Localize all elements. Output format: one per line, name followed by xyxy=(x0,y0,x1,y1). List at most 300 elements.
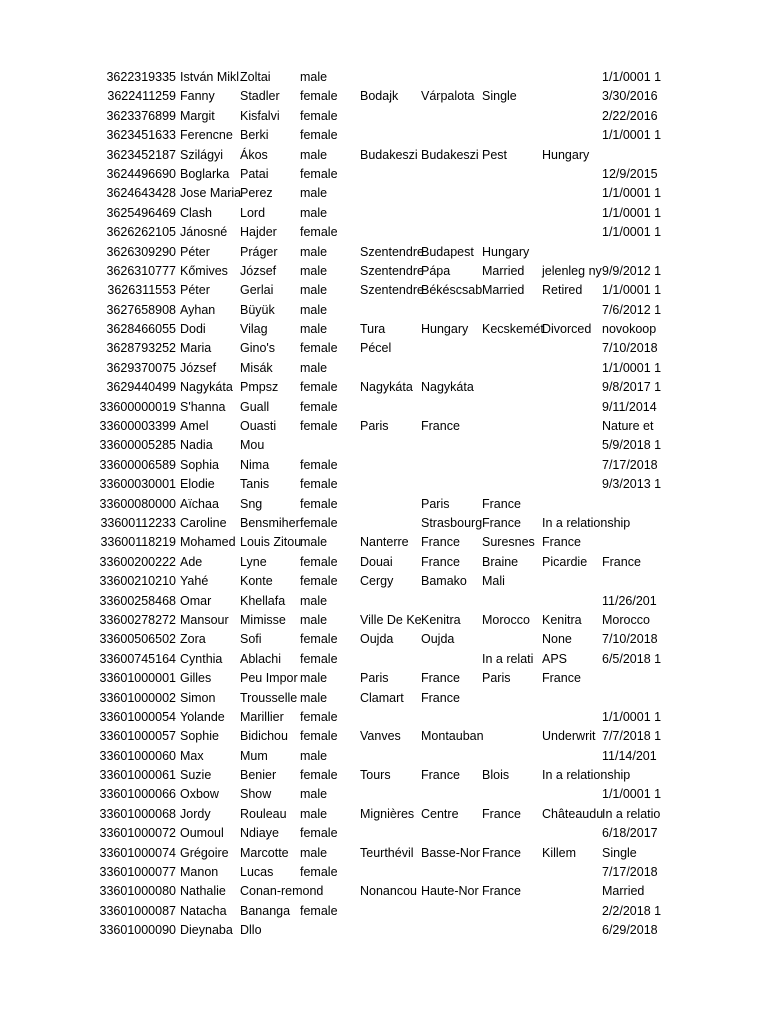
cell-first-name[interactable]: Péter xyxy=(180,283,210,298)
cell-last-name[interactable]: Mimisse xyxy=(240,612,286,627)
cell-col-8[interactable]: 7/17/2018 xyxy=(602,457,658,472)
cell-first-name[interactable]: Natacha xyxy=(180,903,227,918)
cell-gender[interactable]: male xyxy=(300,593,328,608)
cell-first-name[interactable]: Dodi xyxy=(180,322,206,337)
cell-first-name[interactable]: Ade xyxy=(180,554,203,569)
cell-phone-id[interactable]: 33601000074 xyxy=(99,845,176,860)
cell-col-6[interactable]: France xyxy=(482,845,521,860)
cell-col-6[interactable] xyxy=(482,475,542,494)
cell-first-name[interactable]: Margit xyxy=(180,108,215,123)
cell-first-name[interactable]: Kőmives xyxy=(180,263,228,278)
cell-last-name[interactable]: Khellafa xyxy=(240,593,286,608)
cell-col-4[interactable] xyxy=(360,301,421,320)
cell-gender[interactable] xyxy=(300,921,360,940)
cell-first-name[interactable]: István Mikl xyxy=(180,70,240,84)
cell-col-4[interactable] xyxy=(360,456,421,475)
cell-gender[interactable]: female xyxy=(300,225,338,240)
cell-col-6[interactable]: Blois xyxy=(482,768,510,783)
cell-col-6[interactable]: Mali xyxy=(482,574,505,589)
cell-col-5[interactable]: France xyxy=(421,554,460,569)
cell-col-5[interactable] xyxy=(421,650,482,669)
cell-col-7[interactable] xyxy=(542,824,602,843)
cell-col-4[interactable] xyxy=(360,436,421,455)
cell-gender[interactable]: male xyxy=(300,748,328,763)
cell-col-4[interactable] xyxy=(360,650,421,669)
cell-col-5[interactable] xyxy=(421,107,482,126)
cell-gender[interactable]: female xyxy=(300,166,338,181)
cell-phone-id[interactable]: 33600210210 xyxy=(99,574,176,589)
cell-col-5[interactable] xyxy=(421,475,482,494)
cell-col-7[interactable]: Châteaudu xyxy=(542,806,604,821)
cell-col-5[interactable]: Haute-Nor xyxy=(421,884,479,899)
cell-last-name[interactable]: Sofi xyxy=(240,632,262,647)
cell-phone-id[interactable]: 33601000080 xyxy=(99,884,176,899)
cell-phone-id[interactable]: 33601000072 xyxy=(99,826,176,841)
cell-col-5[interactable] xyxy=(421,921,482,940)
cell-col-8[interactable]: 1/1/0001 1 xyxy=(602,787,662,802)
cell-col-6[interactable] xyxy=(482,184,542,203)
cell-col-7[interactable] xyxy=(542,378,602,397)
cell-phone-id[interactable]: 3626262105 xyxy=(106,225,176,240)
cell-col-8[interactable]: 1/1/0001 1 xyxy=(602,225,662,240)
cell-col-6[interactable] xyxy=(482,747,542,766)
cell-col-4[interactable]: Mignières xyxy=(360,806,415,821)
cell-col-8[interactable] xyxy=(602,669,662,688)
cell-col-7[interactable] xyxy=(542,592,602,611)
cell-col-6[interactable] xyxy=(482,592,542,611)
cell-col-8[interactable] xyxy=(602,572,662,591)
cell-col-7[interactable]: Retired xyxy=(542,283,583,298)
cell-phone-id[interactable]: 3628466055 xyxy=(106,322,176,337)
cell-first-name[interactable]: Fanny xyxy=(180,89,215,104)
cell-col-6[interactable] xyxy=(482,359,542,378)
cell-first-name[interactable]: Zora xyxy=(180,632,206,647)
cell-col-5[interactable] xyxy=(421,863,482,882)
cell-col-5[interactable] xyxy=(421,204,482,223)
cell-last-name[interactable]: Lucas xyxy=(240,865,274,880)
cell-col-6[interactable] xyxy=(482,339,542,358)
cell-gender[interactable]: male xyxy=(300,244,328,259)
cell-phone-id[interactable]: 3626311553 xyxy=(107,283,176,298)
cell-col-7[interactable] xyxy=(542,902,602,921)
cell-col-8[interactable]: 5/9/2018 1 xyxy=(602,438,662,453)
cell-col-8[interactable]: 1/1/0001 1 xyxy=(602,283,662,298)
cell-gender[interactable]: female xyxy=(300,651,338,666)
cell-col-7[interactable] xyxy=(542,708,602,727)
cell-gender[interactable]: female xyxy=(300,457,338,472)
cell-phone-id[interactable]: 33600118219 xyxy=(100,535,176,550)
cell-last-name[interactable]: Benier xyxy=(240,768,277,783)
cell-gender[interactable]: female xyxy=(300,89,338,104)
cell-col-8[interactable]: 7/10/2018 xyxy=(602,341,658,356)
cell-phone-id[interactable]: 33600005285 xyxy=(99,438,176,453)
cell-gender[interactable]: female xyxy=(300,380,338,395)
cell-phone-id[interactable]: 33600506502 xyxy=(99,632,176,647)
cell-col-5[interactable]: France xyxy=(421,690,460,705)
cell-col-7[interactable]: Hungary xyxy=(542,147,590,162)
cell-gender[interactable]: male xyxy=(300,690,328,705)
cell-last-name[interactable]: Stadler xyxy=(240,89,280,104)
cell-phone-id[interactable]: 33600003399 xyxy=(99,419,176,434)
cell-first-name[interactable]: Suzie xyxy=(180,768,212,783)
cell-gender[interactable]: female xyxy=(300,128,338,143)
cell-col-6[interactable] xyxy=(482,68,542,87)
cell-col-4[interactable] xyxy=(360,863,421,882)
cell-first-name[interactable]: Omar xyxy=(180,593,212,608)
cell-col-5[interactable] xyxy=(421,301,482,320)
cell-first-name[interactable]: Ayhan xyxy=(180,302,216,317)
cell-gender[interactable]: male xyxy=(300,845,328,860)
cell-gender[interactable]: male xyxy=(300,263,328,278)
cell-col-5[interactable] xyxy=(421,785,482,804)
cell-col-6[interactable] xyxy=(482,223,542,242)
cell-col-6[interactable]: Morocco xyxy=(482,612,530,627)
cell-phone-id[interactable]: 33601000068 xyxy=(99,806,176,821)
cell-col-7[interactable] xyxy=(542,223,602,242)
cell-last-name[interactable]: Kisfalvi xyxy=(240,108,280,123)
cell-gender[interactable]: male xyxy=(300,70,328,84)
cell-first-name[interactable]: Cynthia xyxy=(180,651,223,666)
cell-col-8[interactable] xyxy=(602,689,662,708)
cell-last-name[interactable]: Pmpsz xyxy=(240,380,279,395)
cell-last-name[interactable]: Ouasti xyxy=(240,419,277,434)
cell-col-4[interactable] xyxy=(360,824,421,843)
cell-last-name[interactable]: Marcotte xyxy=(240,845,289,860)
cell-col-4[interactable] xyxy=(360,126,421,145)
cell-first-name[interactable]: Nagykáta xyxy=(180,380,233,395)
cell-col-7[interactable] xyxy=(542,359,602,378)
cell-col-5[interactable]: Basse-Nor xyxy=(421,845,481,860)
cell-col-5[interactable] xyxy=(421,902,482,921)
cell-last-name[interactable]: Büyük xyxy=(240,302,275,317)
cell-col-7[interactable] xyxy=(542,689,602,708)
cell-first-name[interactable]: Gilles xyxy=(180,671,212,686)
cell-col-6[interactable] xyxy=(482,727,542,746)
cell-col-8[interactable] xyxy=(602,533,662,552)
cell-col-8[interactable] xyxy=(602,514,662,533)
cell-phone-id[interactable]: 3623376899 xyxy=(106,108,176,123)
cell-gender[interactable]: male xyxy=(300,283,328,298)
cell-col-6[interactable]: Hungary xyxy=(482,244,530,259)
cell-col-6[interactable] xyxy=(482,863,542,882)
cell-col-7[interactable]: Divorced xyxy=(542,322,592,337)
cell-last-name[interactable]: Louis Zitou xyxy=(240,535,302,550)
cell-gender[interactable]: female xyxy=(300,709,338,724)
cell-col-6[interactable] xyxy=(482,456,542,475)
cell-first-name[interactable]: S'hanna xyxy=(180,399,226,414)
cell-first-name[interactable]: Sophia xyxy=(180,457,219,472)
cell-col-4[interactable] xyxy=(360,592,421,611)
cell-col-8[interactable]: France xyxy=(602,554,641,569)
cell-col-7[interactable]: Underwrit xyxy=(542,729,596,744)
cell-col-4[interactable] xyxy=(360,223,421,242)
cell-gender[interactable]: female xyxy=(300,632,338,647)
cell-col-4[interactable] xyxy=(360,785,421,804)
cell-col-7[interactable]: jelenleg ny xyxy=(542,263,602,278)
cell-col-7[interactable] xyxy=(542,747,602,766)
cell-phone-id[interactable]: 3624643428 xyxy=(106,186,176,201)
cell-col-8[interactable]: 1/1/0001 1 xyxy=(602,128,662,143)
cell-col-8[interactable]: 1/1/0001 1 xyxy=(602,186,662,201)
cell-col-6[interactable] xyxy=(482,301,542,320)
cell-last-name[interactable]: Lord xyxy=(240,205,266,220)
cell-col-4[interactable]: Oujda xyxy=(360,632,394,647)
cell-last-name[interactable]: Trousselle xyxy=(240,690,298,705)
cell-col-7[interactable]: In a relationship xyxy=(542,768,631,783)
cell-last-name[interactable]: Guall xyxy=(240,399,270,414)
cell-last-name[interactable]: Conan-remond xyxy=(240,884,324,899)
cell-col-7[interactable] xyxy=(542,456,602,475)
cell-col-5[interactable] xyxy=(421,184,482,203)
cell-col-5[interactable] xyxy=(421,223,482,242)
cell-col-8[interactable]: Married xyxy=(602,884,645,899)
cell-col-6[interactable] xyxy=(482,921,542,940)
cell-last-name[interactable]: Dllo xyxy=(240,923,262,938)
cell-col-8[interactable]: 1/1/0001 1 xyxy=(602,205,662,220)
cell-col-5[interactable]: Paris xyxy=(421,496,450,511)
cell-last-name[interactable]: Marillier xyxy=(240,709,284,724)
cell-gender[interactable]: male xyxy=(300,671,328,686)
cell-last-name[interactable]: Nima xyxy=(240,457,270,472)
cell-col-4[interactable]: Vanves xyxy=(360,729,401,744)
cell-phone-id[interactable]: 33600200222 xyxy=(99,554,176,569)
cell-col-7[interactable]: APS xyxy=(542,651,568,666)
cell-phone-id[interactable]: 33600112233 xyxy=(100,515,176,530)
cell-first-name[interactable]: Nathalie xyxy=(180,884,226,899)
cell-col-8[interactable]: 11/14/201 xyxy=(602,748,657,763)
cell-phone-id[interactable]: 33601000066 xyxy=(99,787,176,802)
cell-col-4[interactable]: Tours xyxy=(360,768,391,783)
cell-col-7[interactable]: Picardie xyxy=(542,554,588,569)
cell-col-6[interactable] xyxy=(482,417,542,436)
cell-col-6[interactable]: Kecskemét xyxy=(482,322,544,337)
cell-col-4[interactable]: Nanterre xyxy=(360,535,409,550)
cell-phone-id[interactable]: 3629370075 xyxy=(106,360,176,375)
cell-phone-id[interactable]: 33601000077 xyxy=(99,865,176,880)
cell-first-name[interactable]: Simon xyxy=(180,690,216,705)
cell-last-name[interactable]: Gerlai xyxy=(240,283,274,298)
cell-phone-id[interactable]: 3622319335 xyxy=(106,70,176,84)
cell-col-7[interactable] xyxy=(542,475,602,494)
cell-first-name[interactable]: Dieynaba xyxy=(180,923,233,938)
cell-col-5[interactable] xyxy=(421,708,482,727)
cell-first-name[interactable]: Grégoire xyxy=(180,845,229,860)
cell-col-7[interactable]: None xyxy=(542,632,572,647)
cell-col-5[interactable]: Kenitra xyxy=(421,612,461,627)
cell-col-7[interactable] xyxy=(542,436,602,455)
cell-first-name[interactable]: Sophie xyxy=(180,729,219,744)
cell-first-name[interactable]: Max xyxy=(180,748,204,763)
cell-first-name[interactable]: Caroline xyxy=(180,515,227,530)
cell-col-5[interactable]: Budapest xyxy=(421,244,474,259)
cell-col-4[interactable]: Paris xyxy=(360,671,389,686)
cell-col-5[interactable] xyxy=(421,824,482,843)
cell-col-4[interactable]: Bodajk xyxy=(360,89,399,104)
cell-phone-id[interactable]: 3623452187 xyxy=(106,147,176,162)
cell-col-8[interactable]: novokoop xyxy=(602,322,657,337)
cell-col-4[interactable] xyxy=(360,747,421,766)
cell-first-name[interactable]: Jánosné xyxy=(180,225,228,240)
cell-last-name[interactable]: Rouleau xyxy=(240,806,287,821)
cell-phone-id[interactable]: 3626309290 xyxy=(106,244,176,259)
cell-col-5[interactable] xyxy=(421,398,482,417)
cell-col-6[interactable] xyxy=(482,902,542,921)
cell-col-8[interactable]: 12/9/2015 xyxy=(602,166,658,181)
cell-col-7[interactable]: France xyxy=(542,671,581,686)
cell-last-name[interactable]: Ablachi xyxy=(240,651,281,666)
cell-gender[interactable]: female xyxy=(300,865,338,880)
cell-last-name[interactable]: Gino's xyxy=(240,341,276,356)
cell-last-name[interactable]: Perez xyxy=(240,186,273,201)
cell-col-5[interactable] xyxy=(421,359,482,378)
cell-col-5[interactable]: Bamako xyxy=(421,574,467,589)
cell-last-name[interactable]: Patai xyxy=(240,166,269,181)
cell-last-name[interactable]: Misák xyxy=(240,360,273,375)
cell-gender[interactable] xyxy=(300,436,360,455)
cell-phone-id[interactable]: 33601000087 xyxy=(99,903,176,918)
cell-col-8[interactable] xyxy=(602,146,662,165)
cell-phone-id[interactable]: 33600080000 xyxy=(99,496,176,511)
cell-col-8[interactable]: Morocco xyxy=(602,612,650,627)
cell-col-8[interactable]: 7/6/2012 1 xyxy=(602,302,662,317)
cell-col-5[interactable] xyxy=(421,747,482,766)
cell-col-5[interactable]: Pápa xyxy=(421,263,451,278)
cell-col-7[interactable]: In a relationship xyxy=(542,515,631,530)
cell-col-6[interactable] xyxy=(482,204,542,223)
cell-col-7[interactable]: Killem xyxy=(542,845,577,860)
cell-col-8[interactable]: 6/18/2017 xyxy=(602,826,658,841)
cell-col-8[interactable]: In a relatio xyxy=(602,806,661,821)
cell-last-name[interactable]: Mou xyxy=(240,438,265,453)
cell-last-name[interactable]: Konte xyxy=(240,574,273,589)
cell-col-6[interactable]: In a relati xyxy=(482,651,534,666)
cell-col-6[interactable] xyxy=(482,436,542,455)
cell-col-7[interactable] xyxy=(542,204,602,223)
cell-col-7[interactable] xyxy=(542,785,602,804)
cell-first-name[interactable]: Clash xyxy=(180,205,212,220)
cell-col-6[interactable]: Married xyxy=(482,283,525,298)
cell-gender[interactable]: male xyxy=(300,787,328,802)
cell-last-name[interactable]: Bensmiher xyxy=(240,515,300,530)
cell-gender[interactable]: male xyxy=(300,186,328,201)
cell-phone-id[interactable]: 33601000060 xyxy=(99,748,176,763)
cell-col-7[interactable] xyxy=(542,107,602,126)
cell-first-name[interactable]: Nadia xyxy=(180,438,213,453)
cell-gender[interactable]: female xyxy=(300,399,338,414)
cell-last-name[interactable]: József xyxy=(240,263,277,278)
cell-col-8[interactable]: 9/3/2013 1 xyxy=(602,477,662,492)
cell-col-7[interactable] xyxy=(542,339,602,358)
cell-col-8[interactable]: 9/9/2012 1 xyxy=(602,263,662,278)
cell-gender[interactable]: female xyxy=(300,903,338,918)
cell-last-name[interactable]: Zoltai xyxy=(240,70,271,84)
cell-col-8[interactable] xyxy=(602,495,662,514)
cell-first-name[interactable]: Oxbow xyxy=(180,787,219,802)
cell-col-4[interactable] xyxy=(360,165,421,184)
cell-col-8[interactable]: 3/30/2016 xyxy=(602,89,658,104)
cell-phone-id[interactable]: 33600030001 xyxy=(99,477,176,492)
cell-phone-id[interactable]: 33601000001 xyxy=(99,671,176,686)
cell-col-7[interactable] xyxy=(542,882,602,901)
cell-col-4[interactable] xyxy=(360,107,421,126)
cell-col-8[interactable] xyxy=(602,766,662,785)
cell-col-7[interactable] xyxy=(542,87,602,106)
cell-last-name[interactable]: Peu Impor xyxy=(240,671,298,686)
cell-col-4[interactable] xyxy=(360,398,421,417)
cell-first-name[interactable]: Oumoul xyxy=(180,826,224,841)
cell-gender[interactable]: female xyxy=(300,826,338,841)
cell-col-6[interactable] xyxy=(482,689,542,708)
cell-col-7[interactable] xyxy=(542,243,602,262)
cell-gender[interactable]: male xyxy=(300,205,328,220)
cell-col-8[interactable]: 1/1/0001 1 xyxy=(602,709,662,724)
cell-col-7[interactable] xyxy=(542,68,602,87)
cell-col-6[interactable] xyxy=(482,708,542,727)
cell-gender[interactable]: female xyxy=(300,477,338,492)
cell-first-name[interactable]: Jose Maria xyxy=(180,186,242,201)
cell-col-4[interactable]: Szentendre xyxy=(360,283,424,298)
cell-col-4[interactable]: Cergy xyxy=(360,574,394,589)
cell-gender[interactable]: male xyxy=(300,806,328,821)
cell-col-8[interactable]: 6/29/2018 xyxy=(602,923,658,938)
cell-col-8[interactable]: Nature et xyxy=(602,419,654,434)
cell-col-4[interactable]: Douai xyxy=(360,554,393,569)
cell-col-4[interactable]: Pécel xyxy=(360,341,392,356)
cell-col-4[interactable]: Ville De Ke xyxy=(360,612,422,627)
cell-first-name[interactable]: Elodie xyxy=(180,477,215,492)
cell-col-7[interactable] xyxy=(542,863,602,882)
cell-gender[interactable]: female xyxy=(300,768,338,783)
cell-col-4[interactable] xyxy=(360,708,421,727)
cell-col-4[interactable] xyxy=(360,359,421,378)
cell-col-6[interactable] xyxy=(482,785,542,804)
cell-col-5[interactable] xyxy=(421,592,482,611)
cell-gender[interactable]: male xyxy=(300,322,328,337)
cell-col-8[interactable]: 9/11/2014 xyxy=(602,399,657,414)
cell-col-4[interactable] xyxy=(360,514,421,533)
cell-phone-id[interactable]: 33600006589 xyxy=(99,457,176,472)
cell-col-4[interactable]: Teurthévil xyxy=(360,845,414,860)
cell-phone-id[interactable]: 3624496690 xyxy=(106,166,176,181)
cell-last-name[interactable]: Sng xyxy=(240,496,263,511)
cell-col-8[interactable]: 7/10/2018 xyxy=(602,632,658,647)
cell-col-4[interactable]: Szentendre xyxy=(360,263,424,278)
cell-col-4[interactable] xyxy=(360,204,421,223)
cell-col-5[interactable]: Centre xyxy=(421,806,459,821)
cell-last-name[interactable]: Hajder xyxy=(240,225,277,240)
cell-gender[interactable] xyxy=(300,882,360,901)
cell-col-6[interactable] xyxy=(482,378,542,397)
cell-col-6[interactable]: France xyxy=(482,496,521,511)
cell-col-5[interactable]: Budakeszi xyxy=(421,147,479,162)
cell-col-5[interactable] xyxy=(421,68,482,87)
cell-col-4[interactable] xyxy=(360,68,421,87)
cell-first-name[interactable]: Yahé xyxy=(180,574,209,589)
cell-last-name[interactable]: Tanis xyxy=(240,477,270,492)
cell-gender[interactable]: female xyxy=(300,108,338,123)
cell-phone-id[interactable]: 33601000057 xyxy=(99,729,176,744)
cell-col-7[interactable] xyxy=(542,398,602,417)
cell-col-8[interactable]: 7/17/2018 xyxy=(602,865,658,880)
cell-phone-id[interactable]: 3623451633 xyxy=(106,128,176,143)
cell-col-6[interactable] xyxy=(482,165,542,184)
cell-col-5[interactable]: France xyxy=(421,671,460,686)
cell-first-name[interactable]: Mohamed xyxy=(180,535,236,550)
cell-col-6[interactable]: France xyxy=(482,515,521,530)
cell-col-8[interactable] xyxy=(602,243,662,262)
cell-col-8[interactable]: 1/1/0001 1 xyxy=(602,70,662,84)
cell-first-name[interactable]: Maria xyxy=(180,341,212,356)
